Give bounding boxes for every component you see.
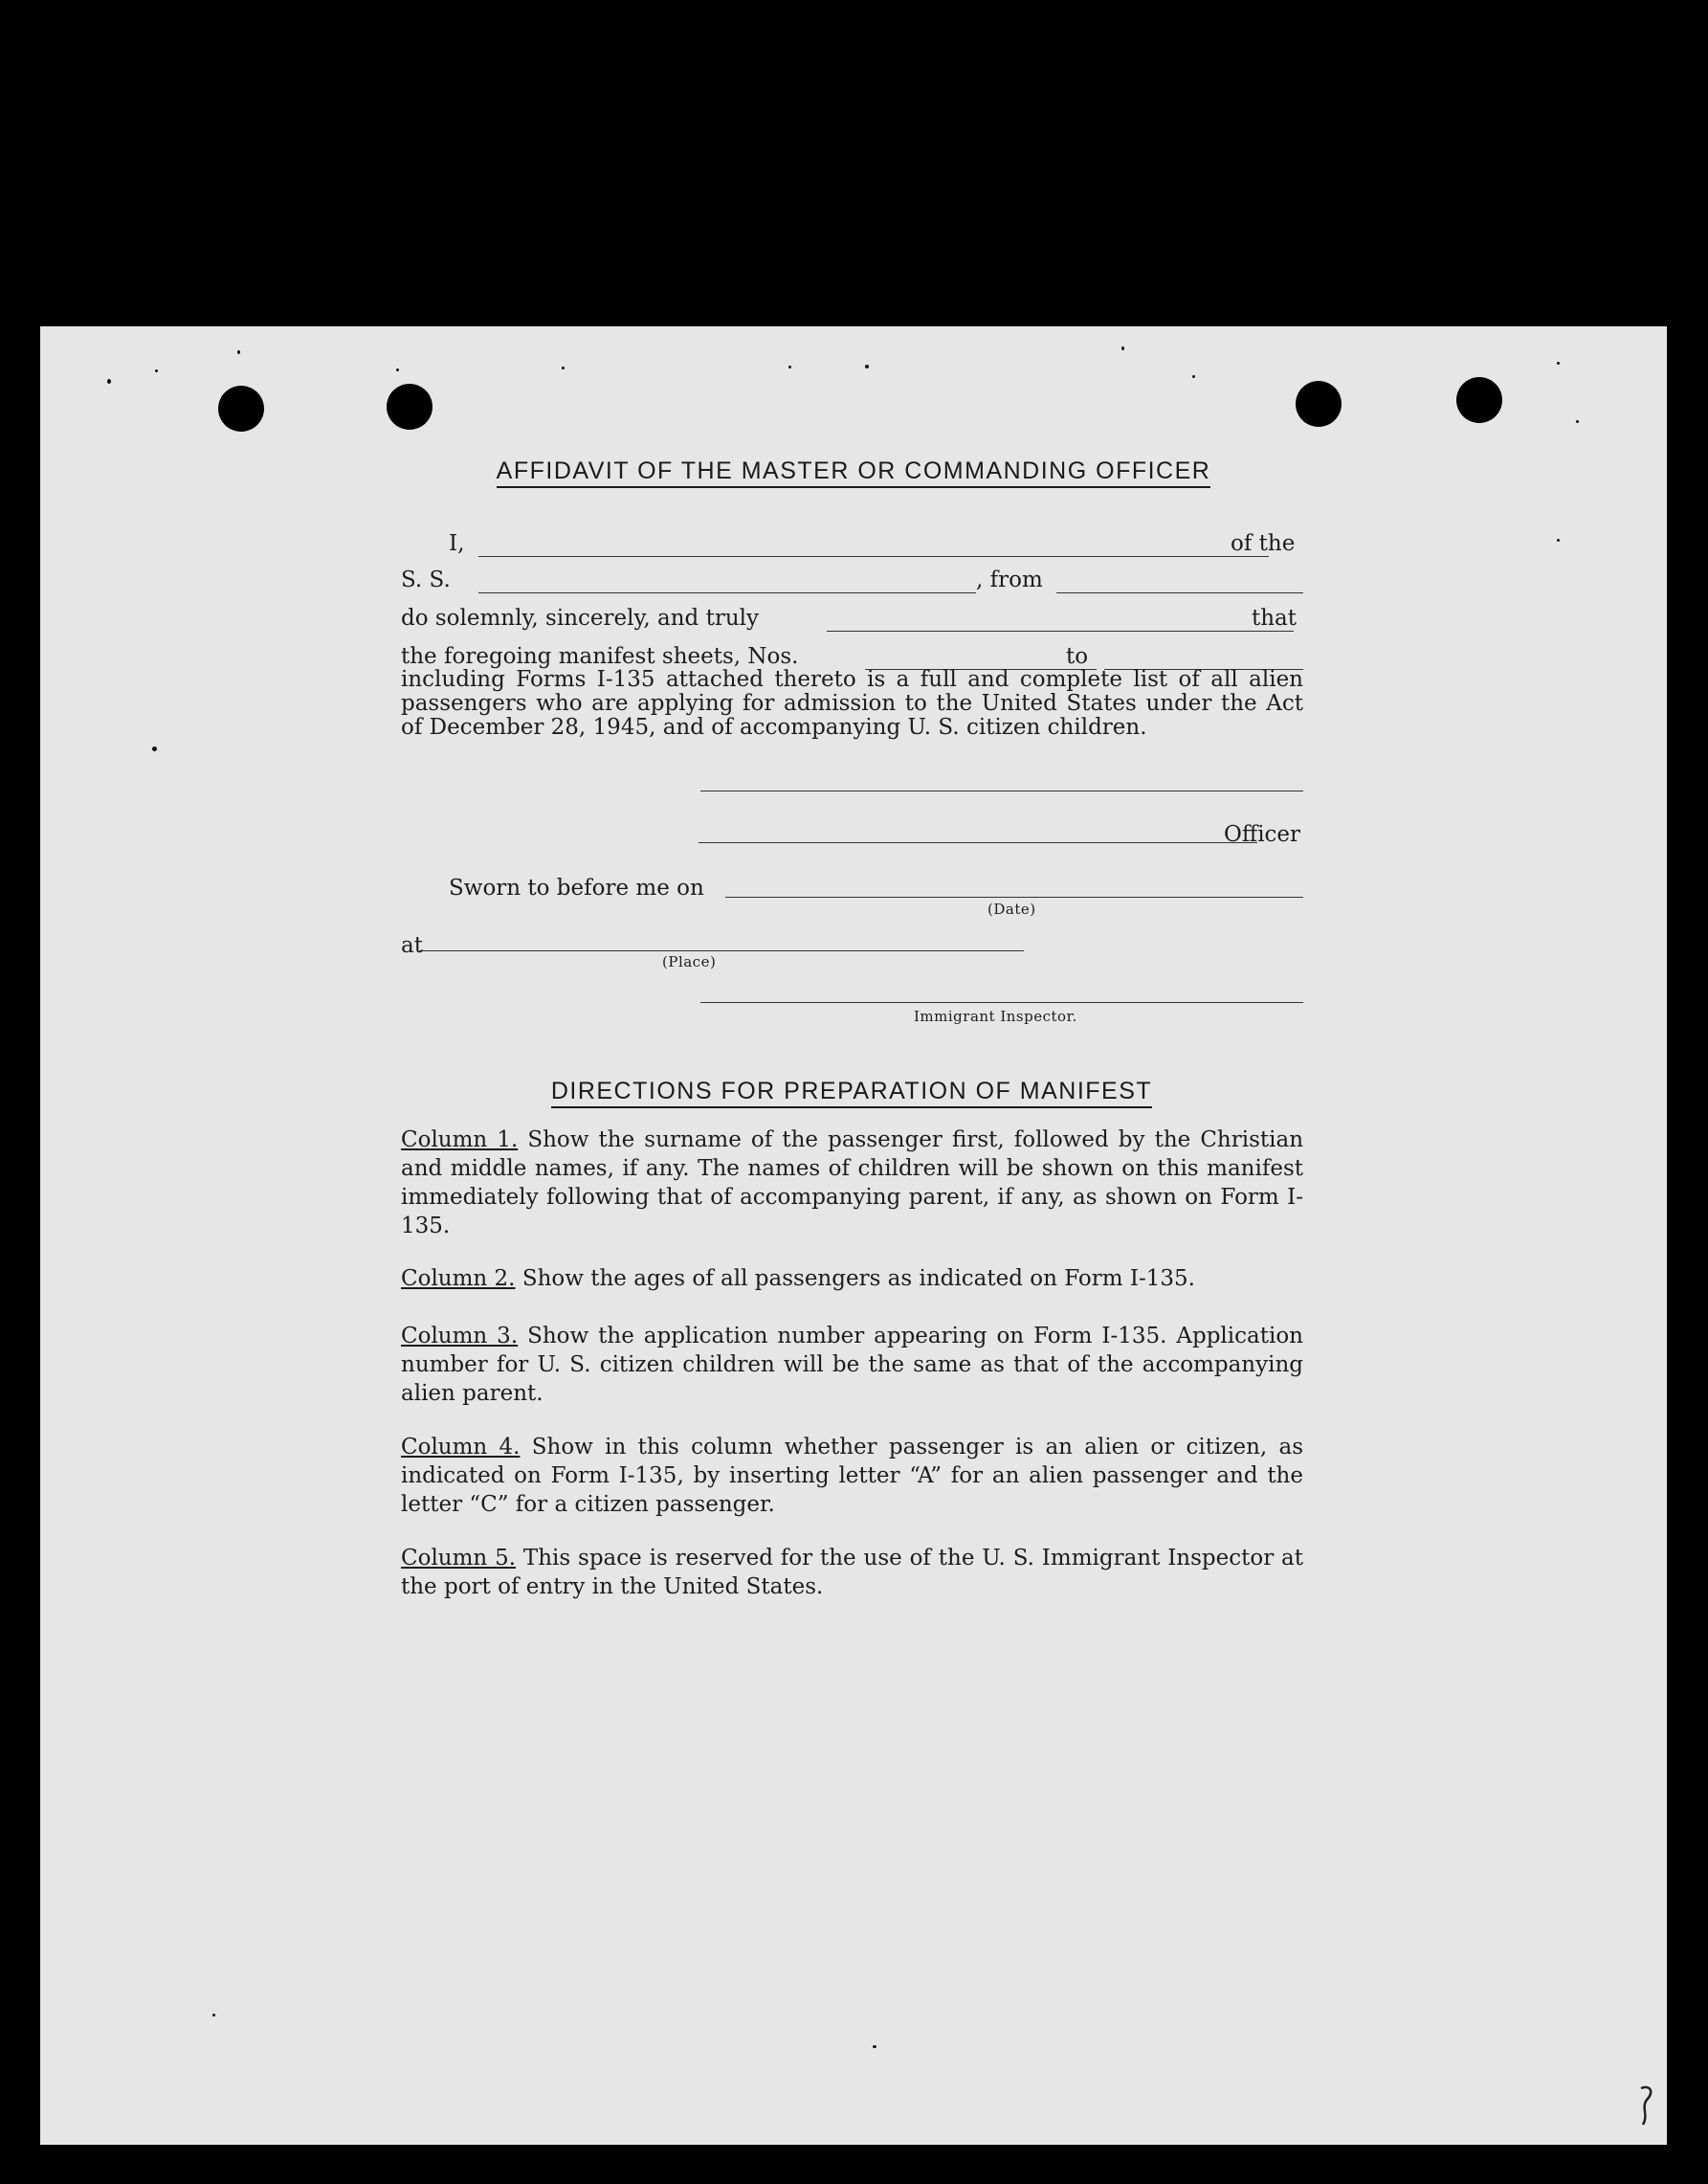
punch-hole-4 [1456, 377, 1502, 423]
direction-text: Show the surname of the passenger first, followed by the Christian and middle names, if any. The names of children will be shown on this manifest immediately following that of accompanying parent, if any, as shown on Form I-135. [401, 1127, 1304, 1238]
place-blank-line [419, 950, 1024, 951]
affidavit-i-label: I, [449, 531, 465, 556]
column-label: Column 1. [401, 1127, 519, 1152]
inspector-blank-line [700, 1002, 1303, 1003]
scan-speck [562, 367, 565, 369]
scan-speck [1192, 375, 1195, 378]
ship-name-blank-line [478, 592, 976, 593]
affidavit-of-the-label: of the [1231, 531, 1296, 556]
direction-column-3 [401, 1322, 1303, 1408]
date-caption: (Date) [987, 901, 1036, 918]
direction-column-5 [401, 1544, 1303, 1601]
scan-speck [152, 747, 157, 751]
sworn-label: Sworn to before me on [449, 876, 704, 901]
punch-hole-3 [1296, 381, 1342, 427]
affidavit-statement: including Forms I-135 attached thereto is a full and complete list of all alien passengers who are applying for admission to the United States under the Act of December 28, 1945, and of accompanying U. S. citizen children. [401, 667, 1303, 740]
solemnly-label: do solemnly, sincerely, and truly [401, 606, 759, 631]
scan-speck [396, 368, 399, 371]
direction-text: Show the ages of all passengers as indicated on Form I-135. [521, 1266, 1195, 1291]
scan-speck [1557, 362, 1560, 365]
scan-speck [788, 366, 791, 368]
column-label: Column 2. [401, 1266, 516, 1291]
scan-speck [1121, 346, 1124, 350]
officer-blank-line [699, 842, 1257, 843]
direction-text: This space is reserved for the use of the U. S. Immigrant Inspector at the port of entry in the United States. [401, 1546, 1303, 1599]
directions-title: DIRECTIONS FOR PREPARATION OF MANIFEST [38, 1078, 1665, 1105]
scan-speck [1576, 420, 1579, 423]
name-blank-line [478, 556, 1269, 557]
from-label: , from [976, 568, 1043, 592]
oath-blank-line [827, 631, 1294, 632]
place-caption: (Place) [662, 953, 717, 970]
column-label: Column 5. [401, 1546, 517, 1571]
document-page [40, 326, 1667, 2145]
scan-speck [212, 2014, 215, 2017]
scan-speck [1557, 539, 1560, 542]
date-blank-line [725, 897, 1303, 898]
officer-label: Officer [1224, 822, 1301, 847]
scan-speck [155, 369, 158, 372]
scan-speck [873, 2045, 876, 2048]
direction-text: Show in this column whether passenger is an alien or citizen, as indicated on Form I-135, by inserting letter “A” for an alien passenger and the letter “C” for a citizen passenger. [401, 1435, 1303, 1517]
direction-column-4 [401, 1433, 1303, 1519]
at-label: at [401, 933, 423, 958]
direction-text: Show the application number appearing on Form I-135. Application number for U. S. citizen children will be the same as that of the accompanying alien parent. [401, 1324, 1303, 1406]
direction-column-2 [401, 1264, 1303, 1293]
column-label: Column 4. [401, 1435, 521, 1460]
direction-column-1 [401, 1125, 1303, 1240]
that-label: that [1252, 606, 1298, 631]
pen-mark [1633, 2083, 1662, 2130]
punch-hole-2 [387, 384, 433, 430]
ss-label: S. S. [401, 568, 451, 592]
column-label: Column 3. [401, 1324, 519, 1348]
scan-speck [237, 350, 240, 354]
scan-speck [107, 379, 111, 384]
scan-speck [865, 365, 869, 368]
inspector-caption: Immigrant Inspector. [914, 1008, 1077, 1025]
manifest-sheets-label: the foregoing manifest sheets, Nos. [401, 644, 799, 669]
affidavit-title: AFFIDAVIT OF THE MASTER OR COMMANDING OFFICER [40, 457, 1667, 485]
to-label: to [1066, 644, 1089, 669]
punch-hole-1 [218, 386, 264, 432]
from-port-blank-line [1056, 592, 1303, 593]
